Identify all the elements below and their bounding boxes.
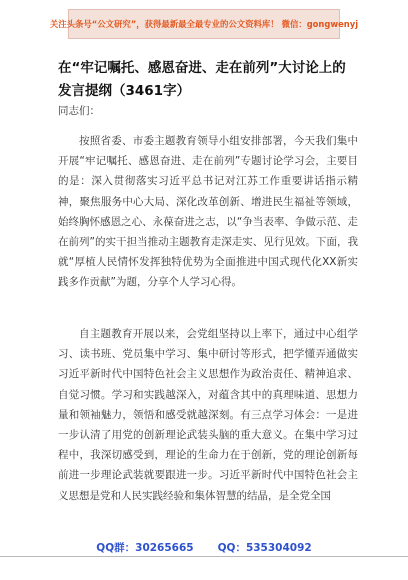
document-title: 在“牢记嘱托、感恩奋进、走在前列”大讨论上的发言提纲（3461字） [58, 60, 346, 99]
promo-banner [0, 2, 408, 46]
body-paragraph-1: 按照省委、市委主题教育领导小组安排部署，今天我们集中开展“牢记嘱托、感恩奋进、走在前列”专题讨论学习会，主要目的是：深入贯彻落实习近平总书记对江苏工作重要讲话指示精神，聚焦服务中心大局、深化改革创新、增进民生福祉等领域，始终胸怀感恩之心、永葆奋进之志，以“争当表率、争做示范、走在前列”的实干担当推动主题教育走深走实、见行见效。下面，我就“厚植人民情怀发挥独特优势为全面推进中国式现代化XX新实践多作贡献”为题，分享个人学习心得。 [58, 135, 358, 289]
qq-group-number: QQ群：30265665 [96, 542, 194, 554]
promo-banner-text: 关注头条号“公文研究”，获得最新最全最专业的公文资料库！ 微信：gongwenyj [49, 19, 359, 29]
body-paragraph-2: 自主题教育开展以来，会党组坚持以上率下，通过中心组学习、读书班、党员集中学习、集中研讨等形式，把学懂弄通做实习近平新时代中国特色社会主义思想作为政治责任、精神追求、自觉习惯。学习和实践越深入，对蕴含其中的真理味道、思想力量和领袖魅力，领悟和感受就越深刻。有三点学习体会：一是进一步认清了用党的创新理论武装头脑的重大意义。在集中学习过程中，我深切感受到，理论的生命力在于创新，党的理论创新每前进一步理论武装就要跟进一步。习近平新时代中国特色社会主义思想是党和人民实践经验和集体智慧的结晶，是全党全国 [58, 328, 358, 502]
footer-divider [0, 556, 408, 557]
salutation: 同志们： [58, 105, 100, 117]
promo-banner-box [49, 9, 359, 39]
qq-number: QQ：535304092 [217, 542, 312, 554]
contact-footer [0, 540, 408, 555]
